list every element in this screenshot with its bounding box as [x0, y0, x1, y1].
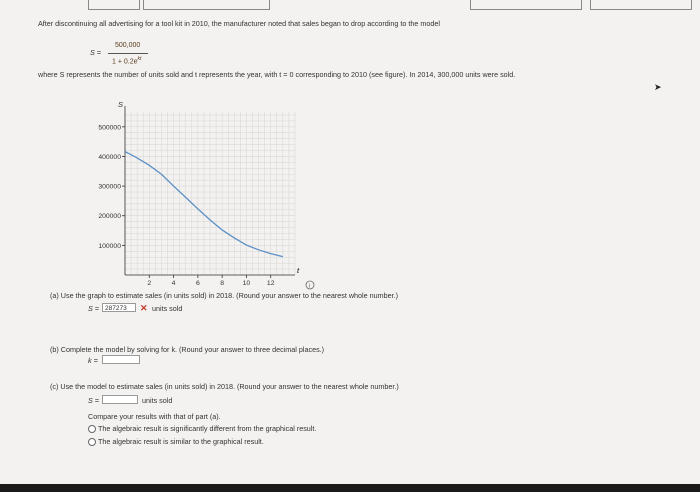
part-c-unit: units sold — [142, 396, 173, 405]
x-tick-label: 4 — [171, 280, 176, 287]
y-tick-labels — [98, 124, 125, 250]
mouse-pointer-icon: ➤ — [654, 82, 662, 92]
part-c-s-label: S = — [88, 396, 99, 405]
part-a-question: (a) Use the graph to estimate sales (in units sold) in 2018. (Round your answer to the nearest whole number.) — [50, 291, 398, 300]
y-tick-label: 100000 — [98, 242, 121, 250]
part-a-unit: units sold — [152, 304, 183, 313]
x-tick-label: 12 — [266, 280, 275, 287]
y-tick-label: 200000 — [98, 213, 121, 221]
x-tick-labels — [147, 275, 274, 287]
svg-text:i: i — [308, 283, 311, 290]
option-label-2[interactable]: The algebraic result is similar to the graphical result. — [98, 437, 264, 446]
part-a-s-label: S = — [88, 304, 99, 313]
part-b-k-label: k = — [88, 356, 98, 365]
option-radio-1[interactable] — [88, 425, 96, 433]
option-radio-2[interactable] — [88, 438, 96, 446]
chart-grid — [125, 112, 295, 275]
y-tick-label: 400000 — [98, 153, 121, 161]
y-tick-label: 300000 — [98, 183, 121, 191]
problem-intro: After discontinuing all advertising for a tool kit in 2010, the manufacturer noted that sales began to drop according to the model — [38, 19, 440, 28]
part-a-answer-input[interactable]: 287273 — [102, 303, 136, 312]
x-mark-icon: ✕ — [140, 303, 148, 313]
compare-text: Compare your results with that of part (a). — [88, 412, 221, 421]
part-c-question: (c) Use the model to estimate sales (in units sold) in 2018. (Round your answer to the nearest whole number.) — [50, 382, 399, 391]
option-label-1[interactable]: The algebraic result is significantly different from the graphical result. — [98, 424, 317, 433]
x-axis-label: t — [297, 266, 300, 275]
x-tick-label: 6 — [195, 280, 200, 287]
equation-denominator: $1 + 0.2e^{kt}$ — [112, 56, 142, 66]
x-tick-label: 2 — [147, 280, 152, 287]
equation-lhs: S = — [90, 48, 101, 57]
equation-numerator: 500,000 — [115, 42, 141, 49]
part-b-k-input[interactable] — [102, 355, 140, 364]
info-icon[interactable] — [306, 281, 314, 290]
problem-where-text: where S represents the number of units sold and t represents the year, with t = 0 corresponding to 2010 (see figure). In 2014, 300,000 units were sold. — [38, 70, 516, 79]
part-c-answer-input[interactable] — [102, 395, 138, 404]
bottom-bar — [0, 484, 700, 492]
x-tick-label: 8 — [220, 280, 225, 287]
part-b-question: (b) Complete the model by solving for k. (Round your answer to three decimal places.) — [50, 345, 325, 354]
x-tick-label: 10 — [242, 280, 251, 287]
y-axis-label: S — [118, 100, 124, 109]
y-tick-label: 500000 — [98, 124, 121, 132]
